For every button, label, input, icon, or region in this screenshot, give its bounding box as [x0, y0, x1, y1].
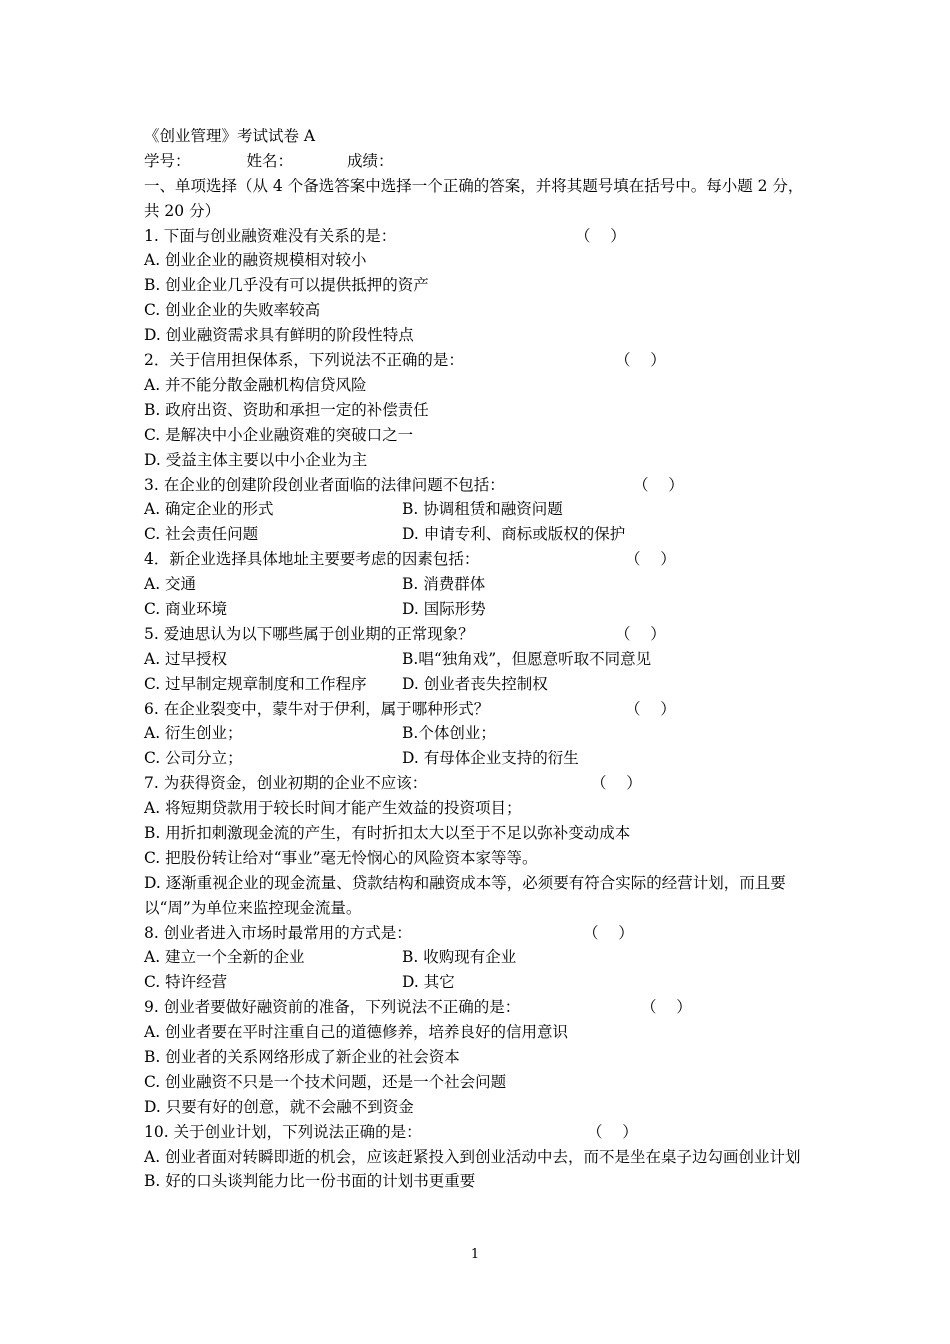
question-4: [144, 547, 816, 572]
answer-blank[interactable]: （ ）: [615, 624, 666, 643]
student-id-label: 学号：: [144, 151, 191, 170]
question-text: 4．新企业选择具体地址主要要考虑的因素包括：: [144, 550, 480, 569]
option-item: C. 把股份转让给对“事业”毫无怜悯心的风险资本家等等。: [144, 848, 538, 867]
answer-blank[interactable]: （ ）: [575, 226, 626, 245]
question-7: [144, 771, 816, 796]
question-text: 2．关于信用担保体系，下列说法不正确的是：: [144, 351, 464, 370]
option-item: B.唱“独角戏”，但愿意听取不同意见: [402, 649, 652, 668]
question-9: [144, 995, 816, 1020]
option-row: [144, 647, 816, 672]
question-6: [144, 697, 816, 722]
option-item: D. 有母体企业支持的衍生: [402, 749, 579, 768]
option-item: D. 逐渐重视企业的现金流量、贷款结构和融资成本等，必须要有符合实际的经营计划，而且要以“周”为单位来监控现金流量。: [144, 873, 786, 917]
exam-content: [144, 124, 816, 1194]
answer-blank[interactable]: （ ）: [625, 699, 676, 718]
answer-blank[interactable]: （ ）: [641, 998, 692, 1017]
option-item: A. 创业者要在平时注重自己的道德修养，培养良好的信用意识: [144, 1023, 569, 1042]
option-item: D. 创业者丧失控制权: [402, 674, 548, 693]
option-item: B. 收购现有企业: [402, 948, 517, 967]
option-row: [144, 572, 816, 597]
option-item: A. 衍生创业；: [144, 724, 243, 743]
question-text: 1. 下面与创业融资难没有关系的是：: [144, 226, 397, 245]
question-text: 10. 关于创业计划，下列说法正确的是：: [144, 1122, 422, 1141]
answer-blank[interactable]: （ ）: [625, 550, 676, 569]
option-item: C. 创业融资不只是一个技术问题，还是一个社会问题: [144, 1072, 507, 1091]
question-2: [144, 348, 816, 373]
option-item: B. 政府出资、资助和承担一定的补偿责任: [144, 400, 429, 419]
option-item: C. 特许经营: [144, 973, 228, 992]
question-5: [144, 622, 816, 647]
option-item: B. 协调租赁和融资问题: [402, 500, 563, 519]
option-item: C. 创业企业的失败率较高: [144, 301, 321, 320]
option-item: A. 将短期贷款用于较长时间才能产生效益的投资项目；: [144, 799, 522, 818]
option-item: C. 公司分立；: [144, 749, 243, 768]
question-10: [144, 1120, 816, 1145]
answer-blank[interactable]: （ ）: [583, 923, 634, 942]
question-text: 6. 在企业裂变中，蒙牛对于伊利，属于哪种形式？: [144, 699, 490, 718]
option-row: [144, 945, 816, 970]
option-item: B. 消费群体: [402, 575, 486, 594]
question-3: [144, 473, 816, 498]
option-row: [144, 597, 816, 622]
exam-title: 《创业管理》考试试卷 A: [144, 127, 316, 145]
option-item: D. 受益主体主要以中小企业为主: [144, 450, 368, 469]
section-heading: 一、单项选择（从 4 个备选答案中选择一个正确的答案，并将其题号填在括号中。每小题 2 分，共 20 分）: [144, 176, 804, 220]
option-item: B. 创业者的关系网络形成了新企业的社会资本: [144, 1048, 460, 1067]
option-row: [144, 746, 816, 771]
option-item: D. 创业融资需求具有鲜明的阶段性特点: [144, 326, 414, 345]
answer-blank[interactable]: （ ）: [615, 351, 666, 370]
question-text: 3. 在企业的创建阶段创业者面临的法律问题不包括：: [144, 475, 505, 494]
option-row: [144, 970, 816, 995]
option-row: [144, 672, 816, 697]
option-item: A. 并不能分散金融机构信贷风险: [144, 375, 367, 394]
score-label: 成绩：: [347, 151, 394, 170]
option-item: D. 申请专利、商标或版权的保护: [402, 525, 626, 544]
name-label: 姓名：: [246, 151, 294, 170]
answer-blank[interactable]: （ ）: [587, 1122, 638, 1141]
option-item: C. 是解决中小企业融资难的突破口之一: [144, 425, 414, 444]
option-item: B. 好的口头谈判能力比一份书面的计划书更重要: [144, 1172, 476, 1191]
option-item: D. 国际形势: [402, 599, 486, 618]
question-1: [144, 224, 816, 249]
question-text: 8. 创业者进入市场时最常用的方式是：: [144, 923, 412, 942]
option-item: B. 用折扣刺激现金流的产生，有时折扣太大以至于不足以弥补变动成本: [144, 823, 631, 842]
answer-blank[interactable]: （ ）: [633, 475, 684, 494]
student-info-row: [144, 149, 816, 174]
option-item: A. 建立一个全新的企业: [144, 948, 305, 967]
option-item: C. 过早制定规章制度和工作程序: [144, 674, 367, 693]
option-item: A. 创业企业的融资规模相对较小: [144, 251, 367, 270]
option-item: C. 社会责任问题: [144, 525, 259, 544]
option-item: A. 确定企业的形式: [144, 500, 274, 519]
option-item: A. 交通: [144, 575, 197, 594]
question-text: 7. 为获得资金，创业初期的企业不应该：: [144, 774, 428, 793]
option-item: D. 其它: [402, 973, 455, 992]
question-text: 5. 爱迪思认为以下哪些属于创业期的正常现象？: [144, 624, 474, 643]
option-item: A. 创业者面对转瞬即逝的机会，应该赶紧投入到创业活动中去，而不是坐在桌子边勾画创业计划: [144, 1147, 801, 1166]
option-item: B.个体创业；: [402, 724, 496, 743]
option-item: C. 商业环境: [144, 599, 228, 618]
question-8: [144, 921, 816, 946]
answer-blank[interactable]: （ ）: [591, 774, 642, 793]
option-item: B. 创业企业几乎没有可以提供抵押的资产: [144, 276, 429, 295]
option-row: [144, 721, 816, 746]
option-item: A. 过早授权: [144, 649, 228, 668]
option-row: [144, 522, 816, 547]
option-item: D. 只要有好的创意，就不会融不到资金: [144, 1097, 414, 1116]
question-text: 9. 创业者要做好融资前的准备，下列说法不正确的是：: [144, 998, 521, 1017]
option-row: [144, 497, 816, 522]
page-number: 1: [470, 1247, 480, 1262]
